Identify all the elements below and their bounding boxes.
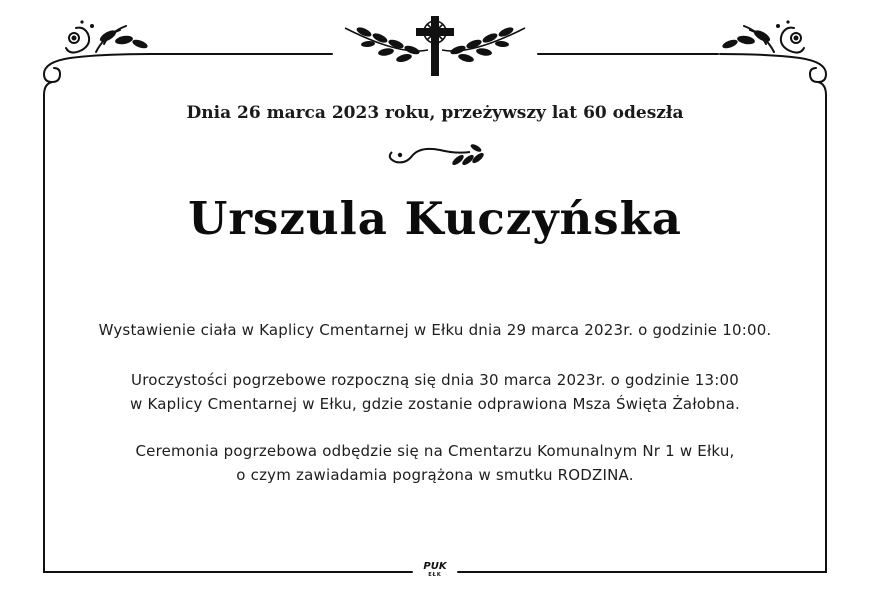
floral-corner-right-icon xyxy=(720,26,826,95)
paragraph-burial xyxy=(0,439,870,487)
logo-sub-text: EŁK xyxy=(428,572,442,578)
paragraph-line: Ceremonia pogrzebowa odbędzie się na Cmentarzu Komunalnym Nr 1 w Ełku, xyxy=(135,442,735,460)
paragraph-line: Uroczystości pogrzebowe rozpoczną się dnia 30 marca 2023r. o godzinie 13:00 xyxy=(131,371,739,389)
paragraph-line: o czym zawiadamia pogrążona w smutku RODZINA. xyxy=(236,466,634,484)
deceased-name: Urszula Kuczyńska xyxy=(188,192,682,245)
paragraph-viewing xyxy=(0,318,870,342)
cross-with-laurel-icon xyxy=(345,16,525,76)
intro-line: Dnia 26 marca 2023 roku, przeżywszy lat 60 odeszła xyxy=(186,103,684,123)
company-logo xyxy=(405,562,465,578)
paragraph-line: w Kaplicy Cmentarnej w Ełku, gdzie zostanie odprawiona Msza Święta Żałobna. xyxy=(130,395,740,413)
floral-corner-left-icon xyxy=(44,26,150,95)
paragraph-ceremony xyxy=(0,368,870,416)
paragraph-line: Wystawienie ciała w Kaplicy Cmentarnej w Ełku dnia 29 marca 2023r. o godzinie 10:00. xyxy=(98,321,772,339)
logo-main-text: PUK xyxy=(423,561,447,572)
leaf-swirl-icon xyxy=(390,143,486,167)
